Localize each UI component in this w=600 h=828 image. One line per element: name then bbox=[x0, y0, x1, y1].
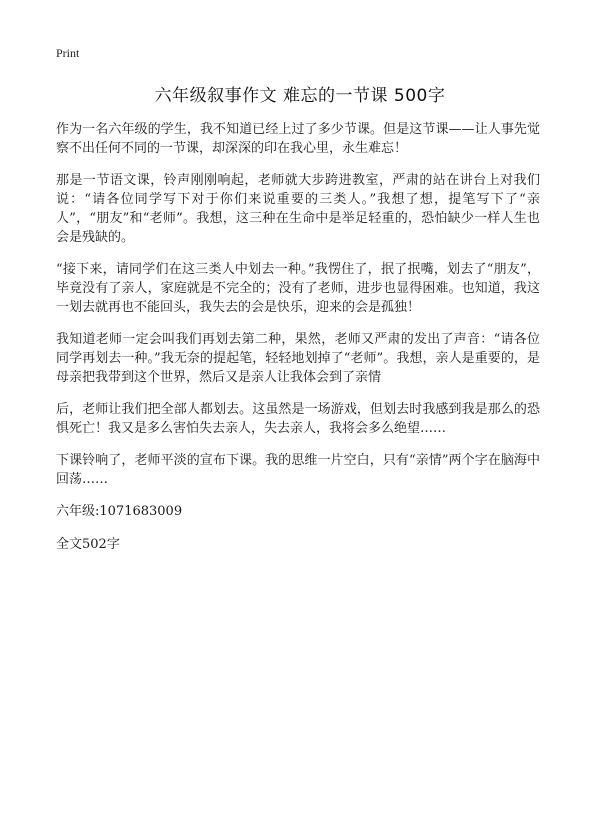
article-body bbox=[56, 120, 540, 568]
paragraph-4: 我知道老师一定会叫我们再划去第二种，果然，老师又严肃的发出了声音：“请各位同学再划去一种。”我无奈的提起笔，轻轻地划掉了“老师”。我想，亲人是重要的，是母亲把我带到这个世界，然后又是亲人让我体会到了亲情 bbox=[56, 332, 540, 385]
paragraph-1: 作为一名六年级的学生，我不知道已经上过了多少节课。但是这节课——让人事先觉察不出任何不同的一节课，却深深的印在我心里，永生难忘！ bbox=[56, 122, 540, 156]
paragraph-5: 后，老师让我们把全部人都划去。这虽然是一场游戏，但划去时我感到我是那么的恐惧死亡！我又是多么害怕失去亲人，失去亲人，我将会多么绝望…… bbox=[56, 402, 540, 436]
word-count: 全文502字 bbox=[56, 537, 120, 552]
paragraph-3: “接下来，请同学们在这三类人中划去一种。”我愣住了，抿了抿嘴，划去了“朋友”，毕竟没有了亲人，家庭就是不完全的；没有了老师，进步也显得困难。也知道，我这一划去就再也不能回头，我失去的会是快乐，迎来的会是孤独！ bbox=[56, 262, 540, 315]
print-link[interactable]: Print bbox=[56, 46, 80, 60]
grade-label: 六年级:1071683009 bbox=[56, 504, 183, 519]
paragraph-6: 下课铃响了，老师平淡的宣布下课。我的思维一片空白，只有“亲情”两个字在脑海中回荡…… bbox=[56, 453, 540, 487]
page-title: 六年级叙事作文 难忘的一节课 500字 bbox=[154, 86, 446, 106]
paragraph-2: 那是一节语文课，铃声刚刚响起，老师就大步跨进教室，严肃的站在讲台上对我们说：“请各位同学写下对于你们来说重要的三类人。”我想了想，提笔写下了“亲人”，“朋友”和“老师”。我想，这三种在生命中是举足轻重的，恐怕缺少一样人生也会是残缺的。 bbox=[56, 173, 540, 245]
